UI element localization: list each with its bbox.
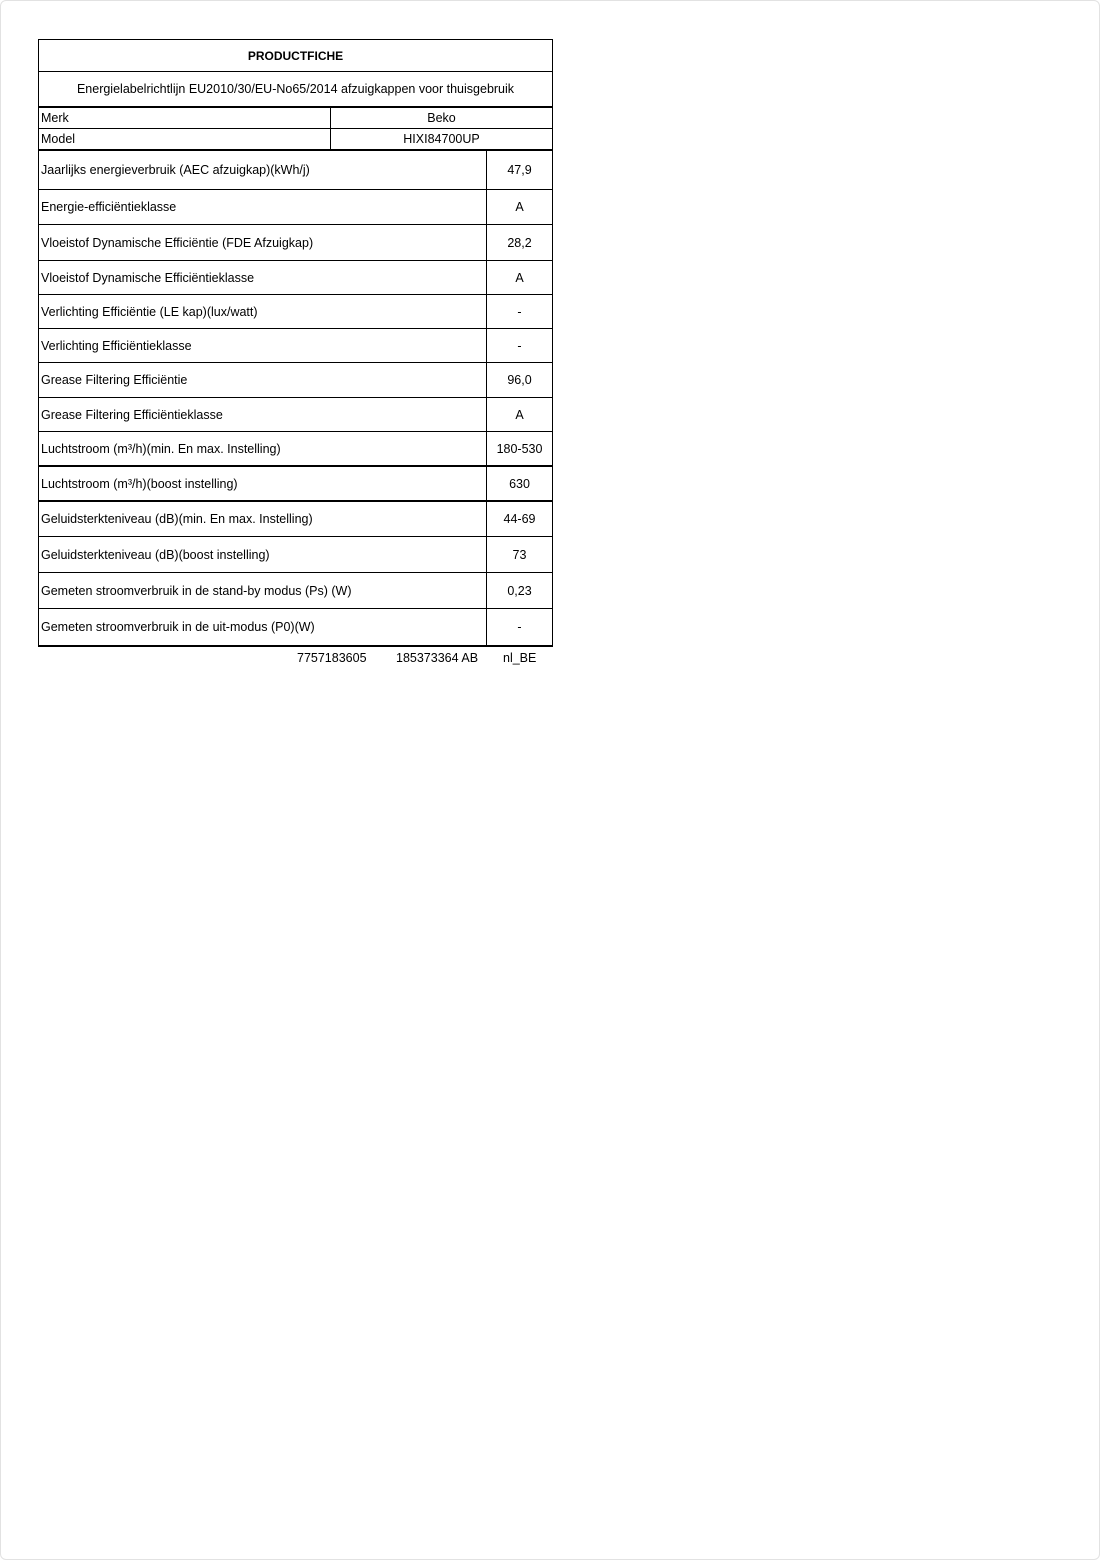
row-label: Geluidsterkteniveau (dB)(boost instelling) (39, 537, 487, 572)
table-row (39, 467, 552, 502)
row-label: Grease Filtering Efficiëntieklasse (39, 398, 487, 431)
fiche-title: PRODUCTFICHE (39, 40, 552, 72)
row-label: Luchtstroom (m³/h)(boost instelling) (39, 467, 487, 500)
row-value: - (517, 620, 522, 634)
model-label: Model (39, 129, 331, 149)
model-value: HIXI84700UP (403, 132, 480, 146)
brand-value: Beko (427, 111, 456, 125)
row-value: 0,23 (507, 583, 532, 598)
row-value: 44-69 (503, 512, 536, 526)
row-label: Vloeistof Dynamische Efficiëntie (FDE Afzuigkap) (39, 225, 487, 260)
brand-row (39, 108, 552, 129)
table-row (39, 295, 552, 329)
row-value: A (515, 200, 524, 214)
row-value: 28,2 (507, 235, 532, 250)
row-label: Luchtstroom (m³/h)(min. En max. Instelling) (39, 432, 487, 465)
table-row (39, 609, 552, 647)
row-label: Verlichting Efficiëntieklasse (39, 329, 487, 362)
row-value: 47,9 (507, 163, 532, 177)
row-label: Geluidsterkteniveau (dB)(min. En max. Instelling) (39, 502, 487, 536)
row-value: 96,0 (507, 373, 532, 387)
row-value: A (515, 407, 524, 422)
table-row (39, 329, 552, 363)
locale-code: nl_BE (503, 651, 537, 665)
table-row (39, 151, 552, 190)
table-row (39, 190, 552, 225)
row-value: - (517, 304, 522, 319)
row-value: 630 (509, 476, 530, 491)
row-label: Gemeten stroomverbruik in de uit-modus (P0)(W) (39, 609, 487, 645)
product-fiche-table (38, 39, 553, 647)
table-row (39, 225, 552, 261)
row-value: - (517, 338, 522, 353)
document-code: 7757183605 (297, 651, 367, 665)
row-value: 180-530 (496, 441, 543, 456)
row-label: Gemeten stroomverbruik in de stand-by modus (Ps) (W) (39, 573, 487, 608)
row-label: Verlichting Efficiëntie (LE kap)(lux/watt) (39, 295, 487, 328)
table-row (39, 363, 552, 398)
document-revision-code: 185373364 AB (396, 651, 479, 665)
table-row (39, 261, 552, 295)
table-row (39, 573, 552, 609)
row-value: 73 (512, 547, 527, 562)
row-label: Vloeistof Dynamische Efficiëntieklasse (39, 261, 487, 294)
table-row (39, 537, 552, 573)
row-value: A (515, 270, 524, 285)
brand-label: Merk (39, 108, 331, 128)
row-label: Grease Filtering Efficiëntie (39, 363, 487, 397)
table-row (39, 432, 552, 467)
table-row (39, 398, 552, 432)
row-label: Energie-efficiëntieklasse (39, 190, 487, 224)
table-row (39, 502, 552, 537)
model-row (39, 129, 552, 151)
row-label: Jaarlijks energieverbruik (AEC afzuigkap)(kWh/j) (39, 151, 487, 189)
directive-subtitle: Energielabelrichtlijn EU2010/30/EU-No65/2014 afzuigkappen voor thuisgebruik (39, 72, 552, 108)
